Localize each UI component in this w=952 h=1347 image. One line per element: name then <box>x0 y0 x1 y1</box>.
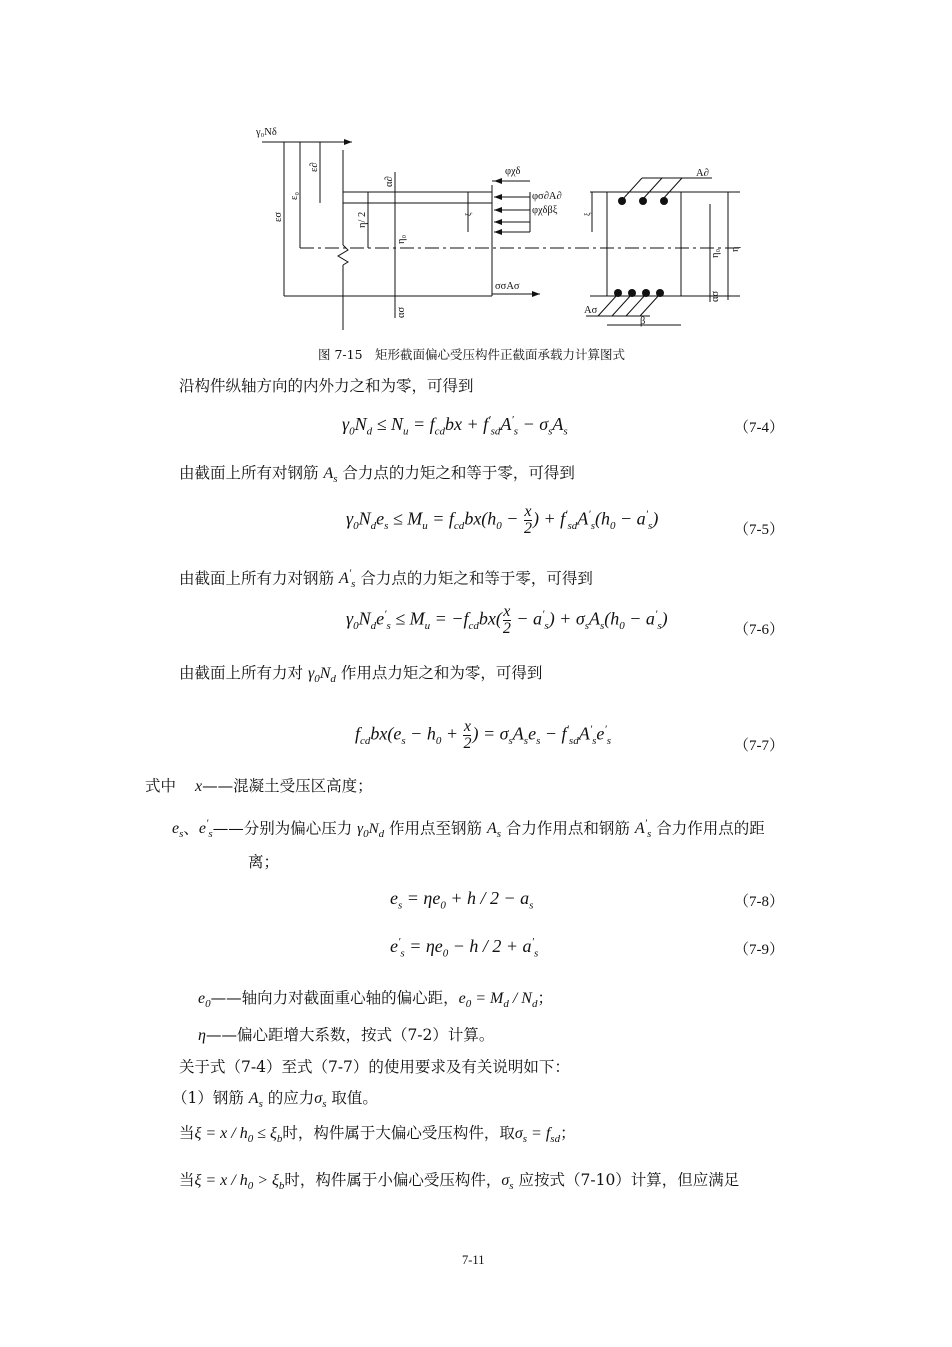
definition-x: 式中 x——混凝土受压区高度； <box>145 777 373 795</box>
bottom-rebar <box>614 289 622 297</box>
label-h0-right: η₀ <box>710 248 721 258</box>
label-b: β <box>640 316 646 327</box>
def-x-text: ——混凝土受压区高度； <box>202 777 373 795</box>
label-as: Ασ <box>584 305 598 316</box>
paragraph-7: 当$\xi = x / h_0 \le \xi_b$时，构件属于大偏心受压构件，取$\sigma_s = f_{sd}$； <box>179 1124 576 1146</box>
label-sigma-as: σσΑσ <box>495 281 520 292</box>
label-x-left: ξ <box>464 212 473 216</box>
label-e-prime: ε∂ <box>309 162 320 172</box>
label-as-prime: Α∂ <box>696 168 709 179</box>
paragraph-3: 由截面上所有力对钢筋 $A'_s$ 合力点的力矩之和等于零，可得到 <box>179 568 593 591</box>
p7-post: ； <box>560 1124 576 1142</box>
label-a-bot-right: ασ <box>710 290 721 302</box>
eq-number-7-4: （7-4） <box>734 420 784 436</box>
definition-es: $e_s$、$e'_s——$分别为偏心压力 $\gamma_0N_d$ 作用点至钢筋 $A_s$ 合力作用点和钢筋 $A'_s$ 合力作用点的距 <box>172 818 765 841</box>
p8-pre: 当 <box>179 1171 195 1189</box>
paragraph-6: （1）钢筋 $A_s$ 的应力$\sigma_s$ 取值。 <box>172 1089 378 1111</box>
bottom-rebar <box>656 289 664 297</box>
def-es-mid: ——分别为偏心压力 <box>212 819 358 838</box>
p3-pre: 由截面上所有力对钢筋 <box>179 569 339 588</box>
label-fcd-bx: φχδβξ <box>532 205 558 216</box>
top-rebar <box>618 197 626 205</box>
p8-mid: 时，构件属于小偏心受压构件， <box>284 1171 502 1189</box>
p6-mid: 的应力 <box>262 1089 315 1107</box>
label-h-half: η/ 2 <box>357 211 368 228</box>
paragraph-4: 由截面上所有力对 $\gamma_0N_d$ 作用点力矩之和为零，可得到 <box>179 664 543 686</box>
figure-caption: 图 7-15 矩形截面偏心受压构件正截面承载力计算图式 <box>318 347 626 362</box>
equation-7-6: $\gamma_0N_de'_s \le M_u = -f_{cd}bx$( $\frac{x}{2}$ − $a'_s) + \sigma_sA_s(h_0 - a'_s)$ <box>346 603 668 637</box>
eq-number-7-8: （7-8） <box>734 894 784 910</box>
paragraph-1: 沿构件纵轴方向的内外力之和为零，可得到 <box>179 377 474 395</box>
label-a-top: α∂ <box>384 176 395 187</box>
p2-post: 合力点的力矩之和等于零，可得到 <box>337 464 575 482</box>
def-es-b: 合力作用点和钢筋 <box>501 819 635 838</box>
def-es-c: 合力作用点的距 <box>651 819 765 838</box>
p8-post: 应按式（7-10）计算，但应满足 <box>513 1171 740 1189</box>
p6-post: 取值。 <box>326 1089 378 1107</box>
equation-7-7: $f_{cd}bx(e_s - h_0$ + $\frac{x}{2}$ ) = $\sigma_sA_se_s - f'_{sd}A'_se'_s$ <box>355 718 612 752</box>
label-a-bot-left: ασ <box>396 306 407 318</box>
label-eps-s: εσ <box>273 211 284 222</box>
label-eps-zero: ε₀ <box>289 191 300 200</box>
label-fcd: φχδ <box>505 166 521 177</box>
p3-post: 合力点的力矩之和等于零，可得到 <box>355 569 593 588</box>
paragraph-2: 由截面上所有对钢筋 $A_s$ 合力点的力矩之和等于零，可得到 <box>179 464 575 486</box>
label-h: η <box>730 246 741 252</box>
def-eta-text: ——偏心距增大系数，按式（7-2）计算。 <box>205 1026 495 1044</box>
top-rebar <box>639 197 647 205</box>
page-number: 7-11 <box>462 1253 485 1267</box>
figure-7-15 <box>240 118 760 340</box>
def-sep: 、 <box>183 819 199 838</box>
eq-number-7-7: （7-7） <box>734 738 784 754</box>
equation-7-4: $\gamma_0N_d \le N_u = f_{cd}bx + f'_{sd}A'_s - \sigma_sA_s$ <box>342 414 568 438</box>
equation-7-5: $\gamma_0N_de_s \le M_u = f_{cd}bx(h_0$ − $\frac{x}{2}$ ) + $f'_{sd}A'_s(h_0 - a'_s)$ <box>346 503 659 537</box>
p4-pre: 由截面上所有力对 <box>179 664 308 682</box>
bottom-rebar <box>642 289 650 297</box>
def-es-a: 作用点至钢筋 <box>384 819 487 838</box>
definition-es-cont: 离； <box>248 853 280 871</box>
label-h0-left: η₀ <box>396 234 407 244</box>
p6-pre: （1）钢筋 <box>172 1089 249 1107</box>
label-fsd-as: φσ∂Α∂ <box>532 191 562 202</box>
bottom-rebar <box>628 289 636 297</box>
p2-pre: 由截面上所有对钢筋 <box>179 464 324 482</box>
eq-number-7-9: （7-9） <box>734 942 784 958</box>
paragraph-5: 关于式（7-4）至式（7-7）的使用要求及有关说明如下： <box>179 1058 570 1076</box>
p4-post: 作用点力矩之和为零，可得到 <box>335 664 543 682</box>
paragraph-8: 当$\xi = x / h_0 > \xi_b$时，构件属于小偏心受压构件，$\sigma_s$ 应按式（7-10）计算，但应满足 <box>179 1171 740 1193</box>
eq-number-7-5: （7-5） <box>734 522 784 538</box>
definition-eta: η——偏心距增大系数，按式（7-2）计算。 <box>198 1026 495 1044</box>
label-x-right: ξ <box>583 212 592 216</box>
p7-mid: 时，构件属于大偏心受压构件，取 <box>282 1124 515 1142</box>
label-load: γ₀Nδ <box>256 127 277 138</box>
definition-e0: $e_0——$轴向力对截面重心轴的偏心距，$e_0 = M_d / N_d$； <box>198 989 553 1011</box>
eq-number-7-6: （7-6） <box>734 622 784 638</box>
equation-7-8: $e_s = \eta e_0 + h / 2 - a_s$ <box>390 888 534 912</box>
p7-pre: 当 <box>179 1124 195 1142</box>
def-label: 式中 <box>145 777 177 795</box>
equation-7-9: $e'_s = \eta e_0 - h / 2 + a'_s$ <box>390 936 539 960</box>
top-rebar <box>660 197 668 205</box>
def-e0-mid: ——轴向力对截面重心轴的偏心距， <box>210 989 459 1007</box>
